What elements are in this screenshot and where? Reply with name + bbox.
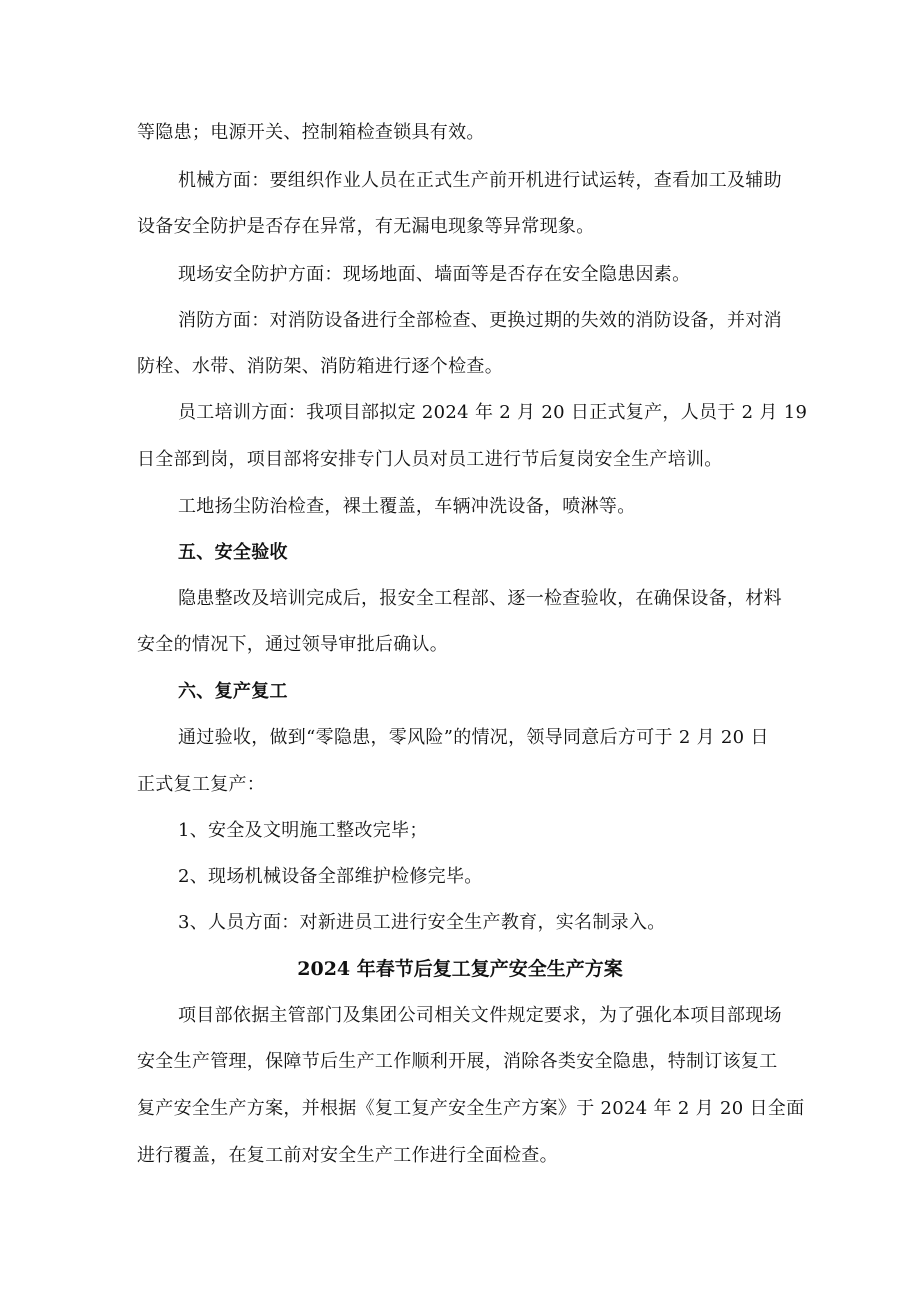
list-item: 3、人员方面：对新进员工进行安全生产教育，实名制录入。 xyxy=(178,912,666,933)
paragraph-line: 隐患整改及培训完成后，报安全工程部、逐一检查验收，在确保设备，材料 xyxy=(178,588,782,609)
list-item: 1、安全及文明施工整改完毕； xyxy=(178,820,428,841)
section-heading: 五、安全验收 xyxy=(178,542,288,563)
document-title: 2024 年春节后复工复产安全生产方案 xyxy=(297,958,623,980)
paragraph-line: 安全生产管理，保障节后生产工作顺利开展，消除各类安全隐患，特制订该复工 xyxy=(137,1051,778,1072)
paragraph-line: 防栓、水带、消防架、消防箱进行逐个检查。 xyxy=(137,356,503,377)
paragraph-line: 消防方面：对消防设备进行全部检查、更换过期的失效的消防设备，并对消 xyxy=(178,310,782,331)
paragraph-line: 员工培训方面：我项目部拟定 2024 年 2 月 20 日正式复产，人员于 2 月 19 xyxy=(178,402,808,423)
paragraph-line: 设备安全防护是否存在异常，有无漏电现象等异常现象。 xyxy=(137,216,595,237)
paragraph-line: 复产安全生产方案，并根据《复工复产安全生产方案》于 2024 年 2 月 20 日全面 xyxy=(137,1098,805,1119)
paragraph-line: 通过验收，做到“零隐患，零风险”的情况，领导同意后方可于 2 月 20 日 xyxy=(178,727,769,748)
paragraph-line: 工地扬尘防治检查，裸土覆盖，车辆冲洗设备，喷淋等。 xyxy=(178,496,636,517)
paragraph-line: 机械方面：要组织作业人员在正式生产前开机进行试运转，查看加工及辅助 xyxy=(178,170,782,191)
paragraph-line: 等隐患；电源开关、控制箱检查锁具有效。 xyxy=(137,122,485,143)
list-item: 2、现场机械设备全部维护检修完毕。 xyxy=(178,866,483,887)
paragraph-line: 项目部依据主管部门及集团公司相关文件规定要求，为了强化本项目部现场 xyxy=(178,1005,782,1026)
paragraph-line: 日全部到岗，项目部将安排专门人员对员工进行节后复岗安全生产培训。 xyxy=(137,449,723,470)
paragraph-line: 进行覆盖，在复工前对安全生产工作进行全面检查。 xyxy=(137,1145,558,1166)
paragraph-line: 正式复工复产： xyxy=(137,774,266,795)
paragraph-line: 安全的情况下，通过领导审批后确认。 xyxy=(137,634,449,655)
section-heading: 六、复产复工 xyxy=(178,681,288,702)
paragraph-line: 现场安全防护方面：现场地面、墙面等是否存在安全隐患因素。 xyxy=(178,264,691,285)
